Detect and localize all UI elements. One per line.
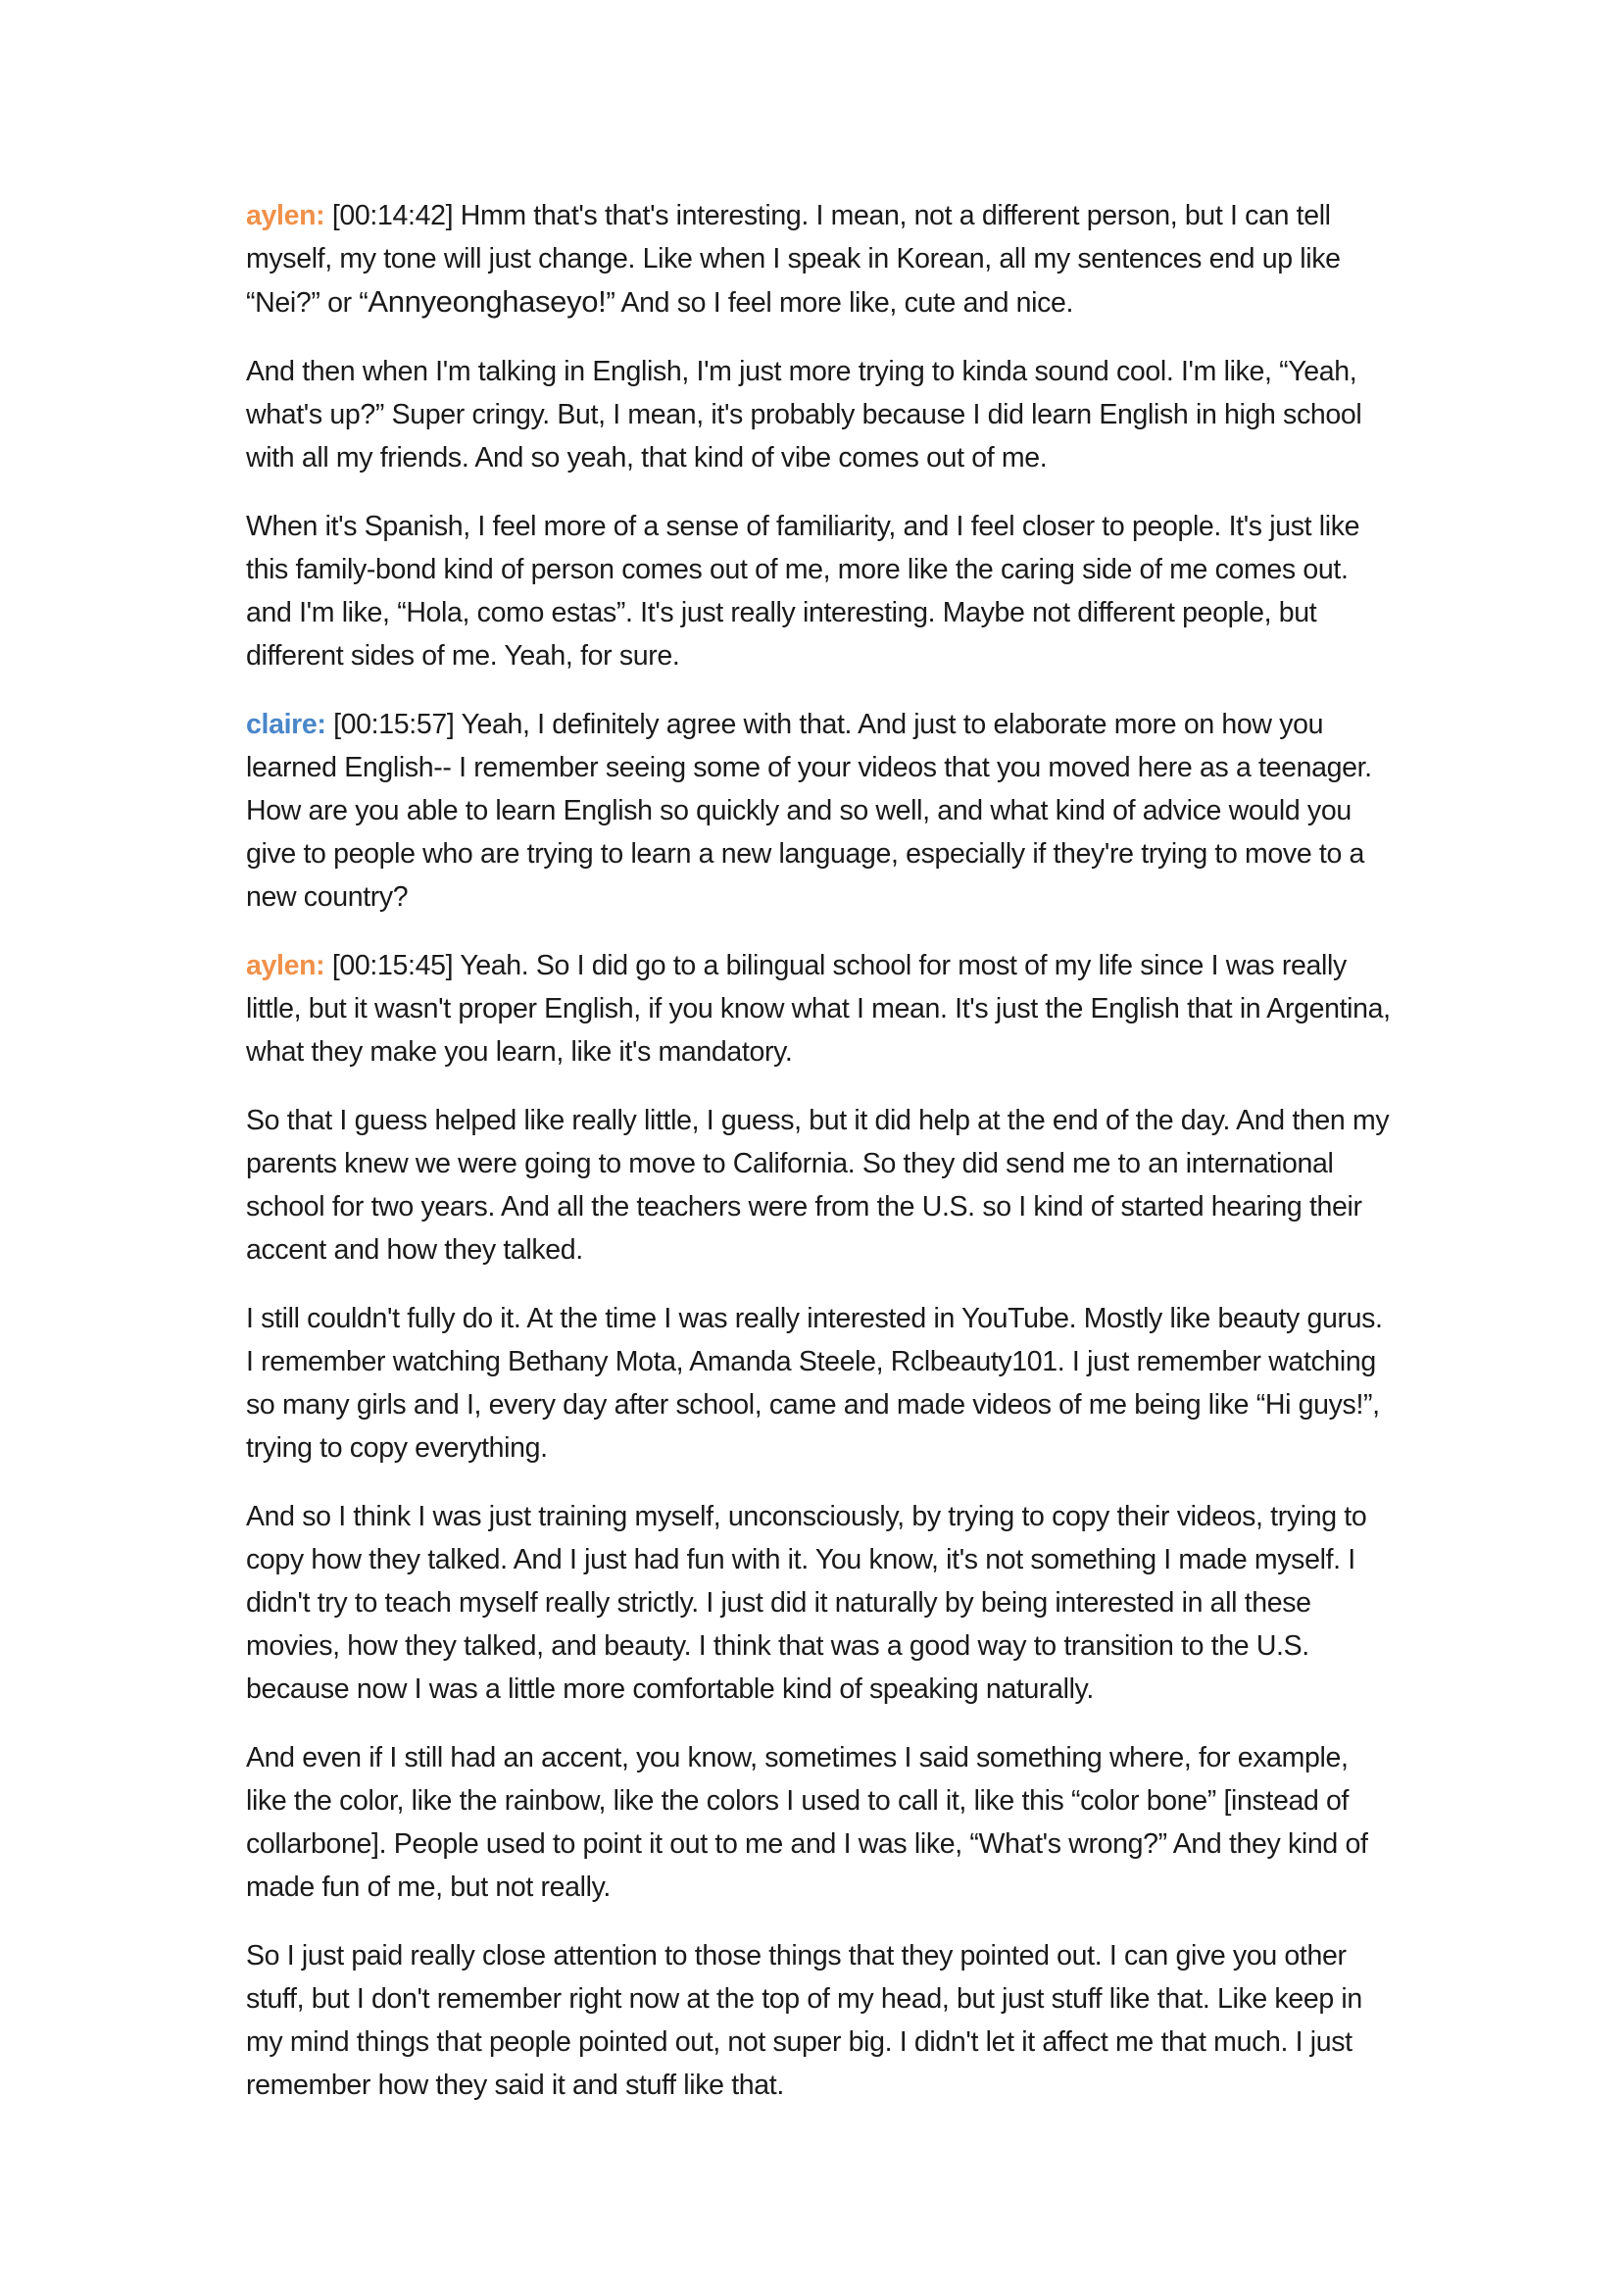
- timestamp: [00:15:45]: [331, 950, 454, 981]
- paragraph-text: Yeah. So I did go to a bilingual school for most of my life since I was really little, but it wasn't proper English, if you know what I mean. It's just the English that in Argentina, what they make you learn, like it's mandatory.: [246, 950, 1391, 1068]
- transcript-paragraph: [246, 944, 1393, 1073]
- transcript-paragraph: [246, 703, 1393, 919]
- speaker-label: claire:: [246, 709, 326, 740]
- timestamp: [00:15:57]: [333, 709, 455, 740]
- korean-greeting: Annyeonghaseyo!: [368, 284, 607, 319]
- transcript-paragraph: And so I think I was just training myself, unconsciously, by trying to copy their videos, trying to copy how they talked. And I just had fun with it. You know, it's not something I made myself. I didn't try to teach myself really strictly. I just did it naturally by being interested in all these movies, how they talked, and beauty. I think that was a good way to transition to the U.S. because now I was a little more comfortable kind of speaking naturally.: [246, 1501, 1367, 1705]
- speaker-label: aylen:: [246, 950, 325, 981]
- speaker-label: aylen:: [246, 200, 325, 231]
- timestamp: [00:14:42]: [331, 200, 454, 231]
- paragraph-text: ” And so I feel more like, cute and nice.: [606, 287, 1074, 319]
- paragraph-text: Hmm that's that's interesting. I mean, not a different person, but I can tell myself, my tone will just change. Like when I speak in Korean, all my sentences end up like “Nei?” or “: [246, 200, 1341, 319]
- transcript-paragraph: And then when I'm talking in English, I'm just more trying to kinda sound cool. I'm like, “Yeah, what's up?” Super cringy. But, I mean, it's probably because I did learn English in high school with all my friends. And so yeah, that kind of vibe comes out of me.: [246, 356, 1362, 474]
- transcript-paragraph: So that I guess helped like really little, I guess, but it did help at the end of the day. And then my parents knew we were going to move to California. So they did send me to an international school for two years. And all the teachers were from the U.S. so I kind of started hearing their accent and how they talked.: [246, 1105, 1390, 1266]
- transcript-paragraph: When it's Spanish, I feel more of a sense of familiarity, and I feel closer to people. It's just like this family-bond kind of person comes out of me, more like the caring side of me comes out. and I'm like, “Hola, como estas”. It's just really interesting. Maybe not different people, but different sides of me. Yeah, for sure.: [246, 511, 1360, 672]
- transcript-paragraph: And even if I still had an accent, you know, sometimes I said something where, for example, like the color, like the rainbow, like the colors I used to call it, like this “color bone” [instead of collarbone]. People used to point it out to me and I was like, “What's wrong?” And they kind of made fun of me, but not really.: [246, 1742, 1368, 1903]
- transcript-paragraph: I still couldn't fully do it. At the time I was really interested in YouTube. Mostly like beauty gurus. I remember watching Bethany Mota, Amanda Steele, Rclbeauty101. I just remember watching so many girls and I, every day after school, came and made videos of me being like “Hi guys!”, trying to copy everything.: [246, 1303, 1383, 1464]
- paragraph-text: Yeah, I definitely agree with that. And just to elaborate more on how you learned English-- I remember seeing some of your videos that you moved here as a teenager. How are you able to learn English so quickly and so well, and what kind of advice would you give to people who are trying to learn a new language, especially if they're trying to move to a new country?: [246, 709, 1372, 913]
- transcript-paragraph: So I just paid really close attention to those things that they pointed out. I can give you other stuff, but I don't remember right now at the top of my head, but just stuff like that. Like keep in my mind things that people pointed out, not super big. I didn't let it affect me that much. I just remember how they said it and stuff like that.: [246, 1940, 1362, 2101]
- transcript-paragraph: [246, 194, 1393, 324]
- transcript-body: [246, 194, 1393, 2132]
